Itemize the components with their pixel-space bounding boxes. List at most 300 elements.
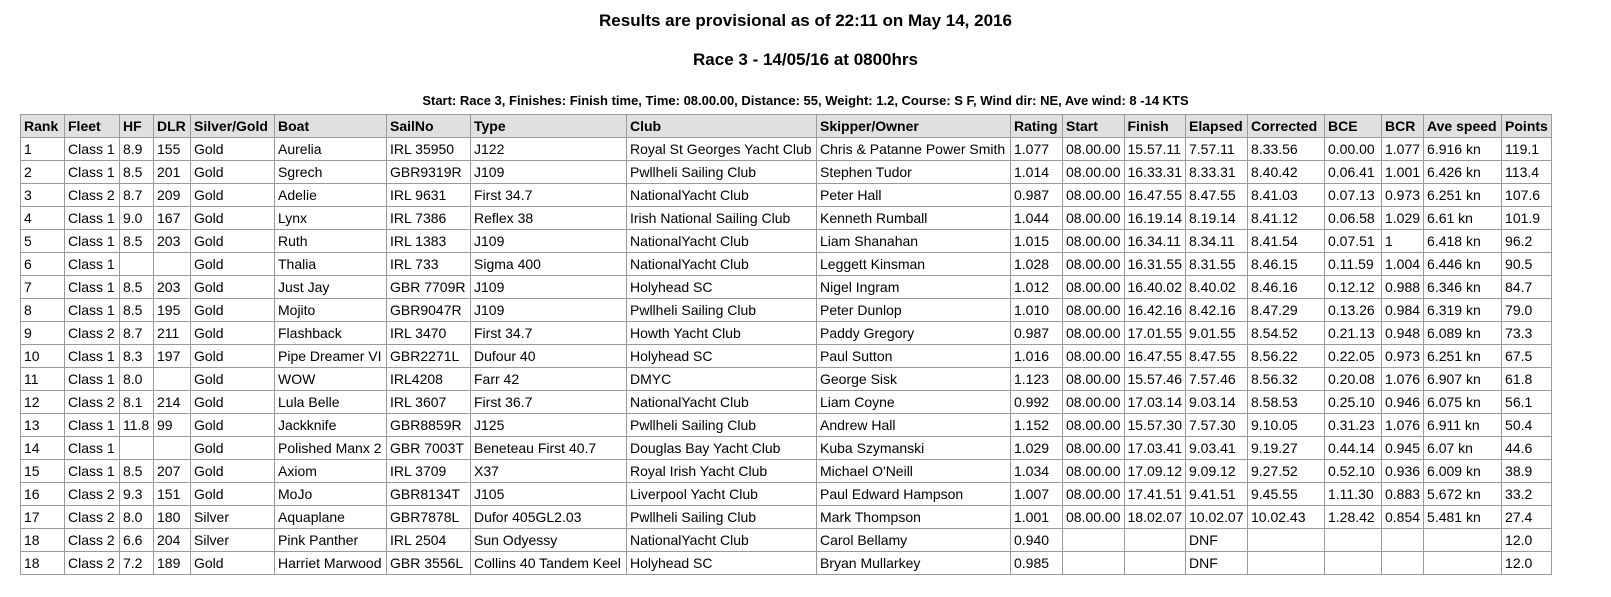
cell-sailno: IRL 1383 [387,230,471,253]
cell-bcr: 1.076 [1382,368,1424,391]
cell-start: 08.00.00 [1063,207,1125,230]
cell-finish: 18.02.07 [1124,506,1186,529]
table-row [21,437,1552,460]
cell-skipper-owner: Kenneth Rumball [817,207,1011,230]
cell-boat: Mojito [275,299,387,322]
cell-skipper-owner: Nigel Ingram [817,276,1011,299]
cell-elapsed: 8.40.02 [1186,276,1248,299]
cell-club: Royal Irish Yacht Club [627,460,817,483]
cell-skipper-owner: Andrew Hall [817,414,1011,437]
cell-rank: 15 [21,460,65,483]
cell-fleet: Class 1 [65,230,120,253]
cell-rank: 2 [21,161,65,184]
cell-ave-speed: 6.251 kn [1424,184,1502,207]
cell-start: 08.00.00 [1063,506,1125,529]
cell-silver-gold: Gold [191,460,275,483]
cell-bcr: 0.883 [1382,483,1424,506]
column-header-sailno: SailNo [387,115,471,138]
cell-fleet: Class 2 [65,552,120,575]
cell-dlr: 207 [154,460,191,483]
cell-rating: 1.007 [1011,483,1063,506]
cell-rank: 9 [21,322,65,345]
cell-silver-gold: Gold [191,368,275,391]
cell-skipper-owner: Bryan Mullarkey [817,552,1011,575]
cell-bcr: 1.029 [1382,207,1424,230]
cell-hf [120,253,154,276]
cell-boat: Just Jay [275,276,387,299]
cell-boat: Lynx [275,207,387,230]
column-header-rank: Rank [21,115,65,138]
cell-type: First 34.7 [471,184,627,207]
column-header-points: Points [1502,115,1552,138]
cell-start: 08.00.00 [1063,161,1125,184]
cell-fleet: Class 2 [65,322,120,345]
cell-elapsed: 8.19.14 [1186,207,1248,230]
cell-boat: Lula Belle [275,391,387,414]
cell-rank: 11 [21,368,65,391]
cell-rank: 4 [21,207,65,230]
cell-points: 107.6 [1502,184,1552,207]
cell-silver-gold: Silver [191,529,275,552]
cell-bce: 1.11.30 [1325,483,1382,506]
cell-bcr: 0.936 [1382,460,1424,483]
cell-elapsed: 7.57.11 [1186,138,1248,161]
cell-fleet: Class 2 [65,506,120,529]
table-row [21,460,1552,483]
cell-finish: 17.01.55 [1124,322,1186,345]
column-header-skipper-owner: Skipper/Owner [817,115,1011,138]
cell-start: 08.00.00 [1063,184,1125,207]
cell-fleet: Class 1 [65,276,120,299]
cell-bcr: 0.854 [1382,506,1424,529]
cell-rank: 8 [21,299,65,322]
cell-rating: 1.012 [1011,276,1063,299]
cell-points: 38.9 [1502,460,1552,483]
column-header-fleet: Fleet [65,115,120,138]
cell-elapsed: 8.42.16 [1186,299,1248,322]
cell-sailno: IRL4208 [387,368,471,391]
cell-points: 50.4 [1502,414,1552,437]
cell-type: Dufour 40 [471,345,627,368]
cell-boat: Ruth [275,230,387,253]
cell-skipper-owner: Liam Shanahan [817,230,1011,253]
table-row [21,552,1552,575]
column-header-rating: Rating [1011,115,1063,138]
cell-ave-speed: 6.907 kn [1424,368,1502,391]
cell-dlr [154,368,191,391]
cell-club: Holyhead SC [627,552,817,575]
cell-hf: 8.9 [120,138,154,161]
cell-type: J109 [471,230,627,253]
cell-sailno: GBR 3556L [387,552,471,575]
cell-fleet: Class 2 [65,483,120,506]
cell-ave-speed: 6.426 kn [1424,161,1502,184]
cell-skipper-owner: Leggett Kinsman [817,253,1011,276]
table-body [21,138,1552,575]
cell-points: 12.0 [1502,552,1552,575]
cell-elapsed: 9.03.41 [1186,437,1248,460]
column-header-bce: BCE [1325,115,1382,138]
cell-fleet: Class 1 [65,138,120,161]
cell-finish: 16.47.55 [1124,345,1186,368]
cell-start: 08.00.00 [1063,368,1125,391]
cell-rating: 1.010 [1011,299,1063,322]
cell-rating: 0.940 [1011,529,1063,552]
cell-bcr [1382,552,1424,575]
cell-rank: 1 [21,138,65,161]
cell-start: 08.00.00 [1063,460,1125,483]
cell-dlr: 209 [154,184,191,207]
cell-hf: 9.3 [120,483,154,506]
cell-dlr: 203 [154,230,191,253]
cell-boat: Aquaplane [275,506,387,529]
cell-bcr: 1 [1382,230,1424,253]
cell-skipper-owner: Mark Thompson [817,506,1011,529]
cell-type: First 36.7 [471,391,627,414]
cell-corrected: 9.27.52 [1248,460,1325,483]
cell-boat: Pink Panther [275,529,387,552]
cell-start: 08.00.00 [1063,414,1125,437]
cell-corrected: 8.41.54 [1248,230,1325,253]
cell-hf: 8.5 [120,230,154,253]
cell-bcr: 0.988 [1382,276,1424,299]
column-header-type: Type [471,115,627,138]
cell-finish: 15.57.30 [1124,414,1186,437]
cell-ave-speed: 6.009 kn [1424,460,1502,483]
cell-points: 119.1 [1502,138,1552,161]
cell-bce: 0.21.13 [1325,322,1382,345]
cell-ave-speed: 5.672 kn [1424,483,1502,506]
cell-rating: 1.123 [1011,368,1063,391]
cell-hf: 6.6 [120,529,154,552]
cell-ave-speed: 6.346 kn [1424,276,1502,299]
column-header-bcr: BCR [1382,115,1424,138]
cell-fleet: Class 1 [65,368,120,391]
cell-rating: 1.016 [1011,345,1063,368]
table-row [21,253,1552,276]
cell-bce: 0.07.13 [1325,184,1382,207]
cell-hf: 8.1 [120,391,154,414]
cell-skipper-owner: Paul Sutton [817,345,1011,368]
cell-rating: 1.077 [1011,138,1063,161]
cell-type: Beneteau First 40.7 [471,437,627,460]
cell-points: 27.4 [1502,506,1552,529]
cell-skipper-owner: Paddy Gregory [817,322,1011,345]
cell-hf: 8.5 [120,276,154,299]
cell-finish: 17.03.14 [1124,391,1186,414]
cell-points: 12.0 [1502,529,1552,552]
cell-finish [1124,529,1186,552]
cell-silver-gold: Gold [191,322,275,345]
cell-finish [1124,552,1186,575]
cell-finish: 16.31.55 [1124,253,1186,276]
cell-finish: 16.33.31 [1124,161,1186,184]
cell-club: NationalYacht Club [627,391,817,414]
cell-boat: Thalia [275,253,387,276]
cell-sailno: GBR8859R [387,414,471,437]
cell-rating: 1.001 [1011,506,1063,529]
cell-points: 56.1 [1502,391,1552,414]
cell-corrected: 8.40.42 [1248,161,1325,184]
cell-fleet: Class 1 [65,299,120,322]
cell-fleet: Class 1 [65,414,120,437]
cell-boat: WOW [275,368,387,391]
cell-ave-speed: 6.446 kn [1424,253,1502,276]
cell-start: 08.00.00 [1063,322,1125,345]
cell-corrected [1248,552,1325,575]
cell-points: 96.2 [1502,230,1552,253]
cell-ave-speed: 6.61 kn [1424,207,1502,230]
cell-rank: 7 [21,276,65,299]
cell-skipper-owner: Kuba Szymanski [817,437,1011,460]
cell-hf: 8.5 [120,299,154,322]
table-row [21,414,1552,437]
cell-rank: 18 [21,529,65,552]
cell-corrected: 8.56.32 [1248,368,1325,391]
cell-fleet: Class 1 [65,460,120,483]
cell-corrected: 9.10.05 [1248,414,1325,437]
cell-club: Royal St Georges Yacht Club [627,138,817,161]
cell-skipper-owner: Liam Coyne [817,391,1011,414]
cell-corrected: 8.41.03 [1248,184,1325,207]
cell-silver-gold: Gold [191,253,275,276]
cell-silver-gold: Gold [191,483,275,506]
cell-points: 61.8 [1502,368,1552,391]
cell-corrected: 8.58.53 [1248,391,1325,414]
cell-elapsed: 9.03.14 [1186,391,1248,414]
cell-bce: 0.12.12 [1325,276,1382,299]
cell-rating: 1.034 [1011,460,1063,483]
cell-fleet: Class 2 [65,391,120,414]
cell-dlr: 151 [154,483,191,506]
table-row [21,161,1552,184]
cell-sailno: GBR8134T [387,483,471,506]
cell-rating: 0.987 [1011,322,1063,345]
cell-ave-speed: 5.481 kn [1424,506,1502,529]
cell-finish: 16.19.14 [1124,207,1186,230]
cell-sailno: GBR2271L [387,345,471,368]
cell-start: 08.00.00 [1063,230,1125,253]
cell-silver-gold: Gold [191,299,275,322]
cell-bce: 0.00.00 [1325,138,1382,161]
cell-dlr: 167 [154,207,191,230]
cell-skipper-owner: Stephen Tudor [817,161,1011,184]
cell-silver-gold: Silver [191,506,275,529]
cell-hf: 11.8 [120,414,154,437]
cell-silver-gold: Gold [191,138,275,161]
cell-corrected: 8.46.15 [1248,253,1325,276]
cell-fleet: Class 2 [65,529,120,552]
cell-elapsed: 9.41.51 [1186,483,1248,506]
cell-ave-speed: 6.251 kn [1424,345,1502,368]
cell-boat: Sgrech [275,161,387,184]
cell-bcr: 0.984 [1382,299,1424,322]
cell-points: 67.5 [1502,345,1552,368]
cell-sailno: IRL 3607 [387,391,471,414]
cell-silver-gold: Gold [191,230,275,253]
column-header-silver-gold: Silver/Gold [191,115,275,138]
column-header-club: Club [627,115,817,138]
cell-silver-gold: Gold [191,276,275,299]
cell-elapsed: 8.34.11 [1186,230,1248,253]
provisional-status: Results are provisional as of 22:11 on May 14, 2016 [599,11,1012,30]
cell-hf: 8.0 [120,506,154,529]
cell-ave-speed [1424,552,1502,575]
column-header-boat: Boat [275,115,387,138]
cell-bce: 0.20.08 [1325,368,1382,391]
cell-start: 08.00.00 [1063,253,1125,276]
cell-bce: 0.25.10 [1325,391,1382,414]
cell-dlr: 203 [154,276,191,299]
cell-boat: Harriet Marwood [275,552,387,575]
cell-corrected: 8.33.56 [1248,138,1325,161]
cell-dlr: 99 [154,414,191,437]
cell-finish: 17.09.12 [1124,460,1186,483]
cell-finish: 15.57.11 [1124,138,1186,161]
results-table [20,114,1552,575]
cell-sailno: IRL 2504 [387,529,471,552]
cell-bce: 0.31.23 [1325,414,1382,437]
cell-skipper-owner: Paul Edward Hampson [817,483,1011,506]
cell-finish: 16.34.11 [1124,230,1186,253]
cell-silver-gold: Gold [191,345,275,368]
cell-start: 08.00.00 [1063,276,1125,299]
cell-rank: 5 [21,230,65,253]
cell-silver-gold: Gold [191,391,275,414]
cell-skipper-owner: Peter Dunlop [817,299,1011,322]
column-header-dlr: DLR [154,115,191,138]
cell-rating: 1.028 [1011,253,1063,276]
cell-boat: Polished Manx 2 [275,437,387,460]
cell-elapsed: 7.57.46 [1186,368,1248,391]
cell-finish: 17.03.41 [1124,437,1186,460]
cell-rating: 1.014 [1011,161,1063,184]
cell-dlr: 189 [154,552,191,575]
cell-dlr: 180 [154,506,191,529]
cell-club: Irish National Sailing Club [627,207,817,230]
cell-ave-speed: 6.418 kn [1424,230,1502,253]
cell-corrected: 8.56.22 [1248,345,1325,368]
cell-club: Holyhead SC [627,276,817,299]
cell-elapsed: 7.57.30 [1186,414,1248,437]
table-row [21,483,1552,506]
table-row [21,276,1552,299]
cell-corrected: 8.46.16 [1248,276,1325,299]
cell-sailno: IRL 733 [387,253,471,276]
cell-bcr: 0.973 [1382,345,1424,368]
cell-rating: 1.152 [1011,414,1063,437]
cell-type: J109 [471,299,627,322]
cell-boat: Pipe Dreamer VI [275,345,387,368]
cell-club: Pwllheli Sailing Club [627,414,817,437]
cell-start: 08.00.00 [1063,345,1125,368]
header-row [21,115,1552,138]
cell-club: Holyhead SC [627,345,817,368]
cell-rating: 0.985 [1011,552,1063,575]
cell-bcr: 1.077 [1382,138,1424,161]
cell-start: 08.00.00 [1063,299,1125,322]
table-header [21,115,1552,138]
cell-club: Pwllheli Sailing Club [627,299,817,322]
cell-start: 08.00.00 [1063,391,1125,414]
cell-points: 113.4 [1502,161,1552,184]
cell-fleet: Class 1 [65,253,120,276]
cell-corrected: 8.54.52 [1248,322,1325,345]
cell-boat: Adelie [275,184,387,207]
cell-hf [120,437,154,460]
cell-sailno: GBR9319R [387,161,471,184]
cell-sailno: GBR7878L [387,506,471,529]
cell-rating: 1.015 [1011,230,1063,253]
cell-sailno: IRL 35950 [387,138,471,161]
column-header-corrected: Corrected [1248,115,1325,138]
cell-type: J122 [471,138,627,161]
cell-hf: 8.5 [120,460,154,483]
cell-bcr: 0.946 [1382,391,1424,414]
cell-corrected: 10.02.43 [1248,506,1325,529]
cell-type: J105 [471,483,627,506]
cell-sailno: IRL 7386 [387,207,471,230]
cell-type: J125 [471,414,627,437]
cell-elapsed: DNF [1186,552,1248,575]
cell-club: NationalYacht Club [627,529,817,552]
cell-elapsed: 8.33.31 [1186,161,1248,184]
cell-rating: 0.992 [1011,391,1063,414]
cell-corrected: 9.45.55 [1248,483,1325,506]
cell-ave-speed [1424,529,1502,552]
column-header-hf: HF [120,115,154,138]
cell-rank: 3 [21,184,65,207]
cell-bcr: 0.945 [1382,437,1424,460]
cell-corrected: 9.19.27 [1248,437,1325,460]
cell-points: 90.5 [1502,253,1552,276]
cell-hf: 8.7 [120,322,154,345]
cell-points: 73.3 [1502,322,1552,345]
cell-sailno: IRL 3470 [387,322,471,345]
cell-corrected: 8.47.29 [1248,299,1325,322]
cell-type: Sun Odyessy [471,529,627,552]
cell-type: Farr 42 [471,368,627,391]
cell-rank: 18 [21,552,65,575]
cell-ave-speed: 6.911 kn [1424,414,1502,437]
cell-start: 08.00.00 [1063,483,1125,506]
cell-dlr: 204 [154,529,191,552]
cell-dlr: 195 [154,299,191,322]
cell-type: Collins 40 Tandem Keel [471,552,627,575]
cell-rating: 1.029 [1011,437,1063,460]
cell-club: NationalYacht Club [627,184,817,207]
cell-club: Douglas Bay Yacht Club [627,437,817,460]
table-row [21,207,1552,230]
cell-bce [1325,529,1382,552]
table-row [21,230,1552,253]
cell-rating: 0.987 [1011,184,1063,207]
cell-hf: 7.2 [120,552,154,575]
table-row [21,506,1552,529]
cell-ave-speed: 6.089 kn [1424,322,1502,345]
cell-type: First 34.7 [471,322,627,345]
table-row [21,529,1552,552]
cell-club: NationalYacht Club [627,253,817,276]
cell-dlr: 214 [154,391,191,414]
cell-finish: 16.40.02 [1124,276,1186,299]
cell-elapsed: 9.01.55 [1186,322,1248,345]
cell-club: Pwllheli Sailing Club [627,506,817,529]
cell-elapsed: 8.47.55 [1186,345,1248,368]
cell-type: J109 [471,276,627,299]
cell-elapsed: 10.02.07 [1186,506,1248,529]
cell-skipper-owner: Peter Hall [817,184,1011,207]
